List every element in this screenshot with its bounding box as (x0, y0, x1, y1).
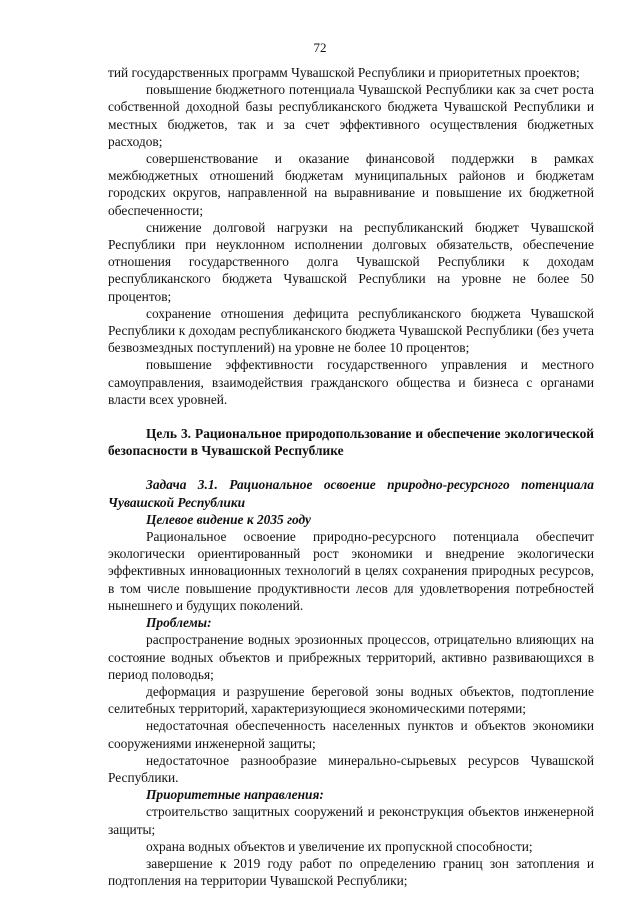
document-body (108, 64, 594, 889)
paragraph: тий государственных программ Чувашской Республики и приоритетных проектов; (108, 65, 580, 80)
problem-item: недостаточная обеспеченность населенных пунктов и объектов экономики сооружениями инженерной защиты; (108, 718, 594, 751)
priority-item: строительство защитных сооружений и реконструкция объектов инженерной защиты; (108, 804, 594, 837)
paragraph: повышение эффективности государственного управления и местного самоуправления, взаимодействия гражданского общества и бизнеса с органами власти всех уровней. (108, 357, 594, 407)
paragraph: сохранение отношения дефицита республиканского бюджета Чувашской Республики к доходам республиканского бюджета Чувашской Республики (без учета безвозмездных поступлений) на уровне не более 10 процентов; (108, 305, 594, 356)
priority-item: охрана водных объектов и увеличение их пропускной способности; (146, 838, 533, 854)
vision-heading: Целевое видение к 2035 году (146, 511, 311, 527)
priority-item: завершение к 2019 году работ по определению границ зон затопления и подтопления на территории Чувашской Республики; (108, 855, 594, 889)
priorities-heading: Приоритетные направления: (146, 787, 324, 803)
problems-heading: Проблемы: (146, 615, 212, 631)
problem-item: недостаточное разнообразие минерально-сырьевых ресурсов Чувашской Республики. (108, 752, 594, 785)
paragraph: повышение бюджетного потенциала Чувашской Республики как за счет роста собственной доходной базы республиканского бюджета Чувашской Республики и местных бюджетов, так и за счет эффективного осуществления бюджетных расходов; (108, 82, 594, 149)
vision-text: Рациональное освоение природно-ресурсного потенциала обеспечит экологически ориентированный рост экономики и внедрение экологически эффективных инновационных технологий в целях сохранения природных ресурсов, в том числе повышение продуктивности лесов для удовлетворения потребностей нынешнего и будущих поколений. (108, 529, 594, 613)
problem-item: деформация и разрушение береговой зоны водных объектов, подтопление селитебных территорий, характеризующиеся экономическими потерями; (108, 683, 594, 717)
goal-heading: Цель 3. Рациональное природопользование и обеспечение экологической безопасности в Чувашской Республике (108, 426, 594, 459)
problem-item: распространение водных эрозионных процессов, отрицательно влияющих на состояние водных объектов и прибрежных территорий, активно развивающихся в период половодья; (108, 632, 594, 682)
task-heading: Задача 3.1. Рациональное освоение природно-ресурсного потенциала Чувашской Республики (108, 477, 594, 510)
paragraph: совершенствование и оказание финансовой поддержки в рамках межбюджетных отношений бюджетам муниципальных районов и бюджетам городских округов, направленной на выравнивание и повышение их бюджетной обеспеченности; (108, 151, 594, 218)
page-number: 72 (313, 40, 327, 55)
paragraph: снижение долговой нагрузки на республиканский бюджет Чувашской Республики при неуклонном исполнении долговых обязательств, обеспечение отношения государственного долга Чувашской Республики к доходам республиканского бюджета Чувашской Республики на уровне не более 50 процентов; (108, 219, 594, 304)
